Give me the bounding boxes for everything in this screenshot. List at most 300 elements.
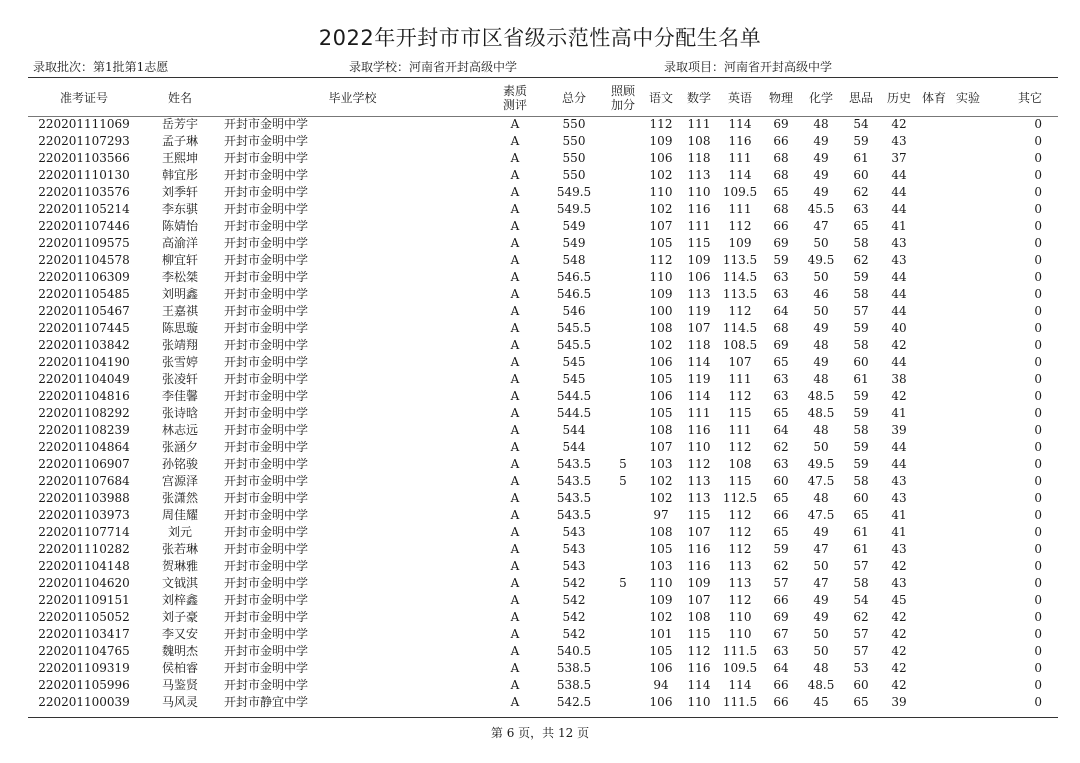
cell-chemistry: 50	[813, 644, 829, 658]
cell-lab	[951, 422, 985, 439]
cell-name: 李东骐	[161, 202, 198, 216]
cell-name: 张涵夕	[161, 440, 198, 454]
cell-chemistry: 47.5	[807, 474, 835, 488]
cell-name: 贺琳雅	[161, 559, 198, 573]
cell-physics: 59	[773, 253, 789, 267]
cell-english: 107	[728, 355, 752, 369]
cell-total: 544	[562, 440, 586, 454]
cell-math: 107	[687, 593, 711, 607]
cell-politics: 60	[853, 355, 869, 369]
cell-politics: 58	[853, 338, 869, 352]
cell-pe	[917, 286, 951, 303]
cell-bonus	[603, 405, 643, 422]
cell-quality: A	[510, 695, 520, 709]
cell-school: 开封市金明中学	[224, 491, 309, 505]
cell-other: 0	[1034, 202, 1042, 216]
cell-chinese: 106	[649, 661, 673, 675]
cell-pe	[917, 490, 951, 507]
cell-math: 112	[687, 644, 711, 658]
cell-pe	[917, 371, 951, 388]
cell-politics: 63	[853, 202, 869, 216]
cell-other: 0	[1034, 304, 1042, 318]
cell-bonus: 5	[619, 474, 627, 488]
table-row	[28, 133, 1058, 150]
student-roster-table	[28, 80, 1058, 711]
cell-other: 0	[1034, 491, 1042, 505]
cell-quality: A	[510, 661, 520, 675]
cell-name: 刘元	[167, 525, 192, 539]
cell-school: 开封市金明中学	[224, 593, 309, 607]
cell-other: 0	[1034, 321, 1042, 335]
cell-lab	[951, 354, 985, 371]
cell-school: 开封市金明中学	[224, 644, 309, 658]
cell-english: 113.5	[722, 287, 758, 301]
cell-name: 张凌轩	[161, 372, 198, 386]
cell-history: 41	[891, 219, 907, 233]
cell-pe	[917, 354, 951, 371]
table-body	[28, 116, 1058, 711]
cell-bonus	[603, 609, 643, 626]
cell-exam-id: 220201104620	[38, 576, 130, 590]
cell-lab	[951, 167, 985, 184]
cell-other: 0	[1034, 695, 1042, 709]
cell-total: 546	[562, 304, 586, 318]
cell-history: 44	[891, 270, 907, 284]
cell-history: 42	[891, 678, 907, 692]
cell-other: 0	[1034, 372, 1042, 386]
cell-chemistry: 47	[813, 576, 829, 590]
cell-lab	[951, 541, 985, 558]
header-pe: 体育	[921, 91, 946, 105]
table-row	[28, 490, 1058, 507]
cell-bonus	[603, 371, 643, 388]
cell-total: 538.5	[556, 661, 592, 675]
cell-other: 0	[1034, 542, 1042, 556]
cell-chemistry: 49	[813, 134, 829, 148]
cell-math: 114	[687, 355, 711, 369]
cell-other: 0	[1034, 559, 1042, 573]
cell-politics: 57	[853, 559, 869, 573]
table-row	[28, 269, 1058, 286]
cell-history: 43	[891, 134, 907, 148]
cell-politics: 58	[853, 236, 869, 250]
cell-quality: A	[510, 508, 520, 522]
cell-quality: A	[510, 678, 520, 692]
cell-chinese: 112	[649, 253, 673, 267]
cell-politics: 65	[853, 695, 869, 709]
cell-physics: 69	[773, 117, 789, 131]
cell-bonus	[603, 133, 643, 150]
cell-history: 44	[891, 202, 907, 216]
cell-other: 0	[1034, 627, 1042, 641]
cell-chinese: 105	[649, 644, 673, 658]
cell-lab	[951, 184, 985, 201]
cell-math: 119	[687, 304, 711, 318]
cell-school: 开封市金明中学	[224, 678, 309, 692]
cell-exam-id: 220201103988	[38, 491, 130, 505]
cell-lab	[951, 405, 985, 422]
cell-math: 118	[687, 338, 711, 352]
cell-lab	[951, 303, 985, 320]
cell-bonus	[603, 116, 643, 133]
cell-school: 开封市金明中学	[224, 338, 309, 352]
table-row	[28, 150, 1058, 167]
cell-chinese: 108	[649, 321, 673, 335]
header-bonus-line1: 照顾	[610, 84, 635, 98]
cell-other: 0	[1034, 576, 1042, 590]
cell-physics: 64	[773, 304, 789, 318]
cell-chinese: 105	[649, 406, 673, 420]
cell-chemistry: 49	[813, 168, 829, 182]
cell-total: 543	[562, 525, 586, 539]
cell-politics: 59	[853, 406, 869, 420]
cell-pe	[917, 473, 951, 490]
cell-math: 114	[687, 389, 711, 403]
cell-name: 刘明鑫	[161, 287, 198, 301]
cell-chemistry: 50	[813, 559, 829, 573]
cell-other: 0	[1034, 423, 1042, 437]
cell-exam-id: 220201103566	[38, 151, 130, 165]
cell-math: 110	[687, 185, 711, 199]
cell-name: 李又安	[161, 627, 198, 641]
cell-school: 开封市金明中学	[224, 355, 309, 369]
cell-history: 45	[891, 593, 907, 607]
cell-history: 44	[891, 440, 907, 454]
cell-math: 116	[687, 423, 711, 437]
cell-chinese: 107	[649, 219, 673, 233]
cell-total: 545	[562, 372, 586, 386]
cell-chemistry: 48	[813, 117, 829, 131]
header-quality	[485, 80, 545, 116]
cell-lab	[951, 388, 985, 405]
cell-total: 543.5	[556, 457, 592, 471]
cell-exam-id: 220201109151	[38, 593, 130, 607]
cell-bonus: 5	[619, 576, 627, 590]
cell-physics: 65	[773, 406, 789, 420]
cell-other: 0	[1034, 593, 1042, 607]
cell-lab	[951, 592, 985, 609]
cell-politics: 60	[853, 491, 869, 505]
cell-pe	[917, 660, 951, 677]
cell-total: 550	[562, 151, 586, 165]
cell-total: 550	[562, 134, 586, 148]
cell-chinese: 102	[649, 168, 673, 182]
cell-math: 119	[687, 372, 711, 386]
cell-quality: A	[510, 338, 520, 352]
cell-politics: 58	[853, 423, 869, 437]
cell-school: 开封市金明中学	[224, 457, 309, 471]
cell-total: 543.5	[556, 491, 592, 505]
cell-physics: 63	[773, 287, 789, 301]
cell-quality: A	[510, 117, 520, 131]
cell-bonus	[603, 507, 643, 524]
cell-english: 108	[728, 457, 752, 471]
cell-bonus	[603, 354, 643, 371]
cell-school: 开封市金明中学	[224, 134, 309, 148]
header-math: 数学	[686, 91, 711, 105]
cell-math: 109	[687, 253, 711, 267]
cell-history: 43	[891, 236, 907, 250]
cell-lab	[951, 252, 985, 269]
cell-pe	[917, 201, 951, 218]
cell-history: 41	[891, 508, 907, 522]
cell-total: 544.5	[556, 389, 592, 403]
cell-physics: 66	[773, 134, 789, 148]
cell-politics: 54	[853, 593, 869, 607]
cell-history: 41	[891, 406, 907, 420]
cell-english: 115	[728, 406, 752, 420]
header-chemistry: 化学	[808, 91, 833, 105]
cell-chemistry: 48	[813, 423, 829, 437]
header-other: 其它	[1017, 91, 1042, 105]
cell-math: 116	[687, 661, 711, 675]
cell-politics: 61	[853, 151, 869, 165]
cell-school: 开封市金明中学	[224, 610, 309, 624]
cell-english: 115	[728, 474, 752, 488]
cell-total: 542.5	[556, 695, 592, 709]
cell-school: 开封市金明中学	[224, 168, 309, 182]
cell-name: 文钺淇	[161, 576, 198, 590]
cell-exam-id: 220201103417	[38, 627, 130, 641]
page-title: 2022年开封市市区省级示范性高中分配生名单	[318, 26, 762, 50]
header-exam-id: 准考证号	[59, 91, 108, 105]
cell-other: 0	[1034, 610, 1042, 624]
cell-chemistry: 49	[813, 355, 829, 369]
cell-school: 开封市金明中学	[224, 185, 309, 199]
cell-history: 42	[891, 338, 907, 352]
cell-chemistry: 47	[813, 542, 829, 556]
cell-history: 41	[891, 525, 907, 539]
cell-history: 39	[891, 695, 907, 709]
cell-bonus	[603, 660, 643, 677]
cell-physics: 65	[773, 185, 789, 199]
cell-total: 542	[562, 576, 586, 590]
cell-chinese: 109	[649, 287, 673, 301]
cell-quality: A	[510, 457, 520, 471]
cell-name: 林志远	[161, 423, 198, 437]
cell-chinese: 106	[649, 151, 673, 165]
cell-bonus	[603, 235, 643, 252]
cell-total: 545	[562, 355, 586, 369]
cell-math: 110	[687, 695, 711, 709]
cell-school: 开封市金明中学	[224, 372, 309, 386]
cell-school: 开封市金明中学	[224, 287, 309, 301]
cell-bonus	[603, 286, 643, 303]
cell-other: 0	[1034, 338, 1042, 352]
cell-quality: A	[510, 219, 520, 233]
cell-english: 112	[728, 508, 752, 522]
cell-chemistry: 49	[813, 610, 829, 624]
cell-pe	[917, 524, 951, 541]
cell-english: 111	[728, 202, 752, 216]
cell-school: 开封市金明中学	[224, 423, 309, 437]
cell-exam-id: 220201108292	[38, 406, 130, 420]
cell-bonus	[603, 252, 643, 269]
cell-math: 113	[687, 474, 711, 488]
cell-pe	[917, 184, 951, 201]
header-physics: 物理	[768, 91, 793, 105]
cell-politics: 59	[853, 270, 869, 284]
cell-physics: 66	[773, 593, 789, 607]
cell-bonus	[603, 269, 643, 286]
cell-math: 114	[687, 678, 711, 692]
cell-lab	[951, 150, 985, 167]
cell-politics: 61	[853, 525, 869, 539]
cell-pe	[917, 558, 951, 575]
header-bonus	[603, 80, 643, 116]
cell-history: 44	[891, 304, 907, 318]
cell-lab	[951, 677, 985, 694]
cell-politics: 59	[853, 457, 869, 471]
cell-lab	[951, 558, 985, 575]
cell-pe	[917, 320, 951, 337]
cell-physics: 68	[773, 151, 789, 165]
cell-exam-id: 220201107293	[38, 134, 130, 148]
table-row	[28, 626, 1058, 643]
cell-name: 孟子琳	[161, 134, 198, 148]
cell-math: 110	[687, 440, 711, 454]
cell-chinese: 101	[649, 627, 673, 641]
cell-chinese: 108	[649, 423, 673, 437]
cell-lab	[951, 694, 985, 711]
cell-history: 44	[891, 355, 907, 369]
table-row	[28, 371, 1058, 388]
cell-politics: 59	[853, 134, 869, 148]
cell-school: 开封市金明中学	[224, 389, 309, 403]
cell-chinese: 100	[649, 304, 673, 318]
cell-quality: A	[510, 151, 520, 165]
cell-exam-id: 220201105485	[38, 287, 130, 301]
cell-other: 0	[1034, 389, 1042, 403]
cell-physics: 64	[773, 661, 789, 675]
cell-chemistry: 48	[813, 338, 829, 352]
cell-other: 0	[1034, 457, 1042, 471]
cell-math: 112	[687, 457, 711, 471]
cell-exam-id: 220201109319	[38, 661, 130, 675]
cell-pe	[917, 592, 951, 609]
cell-exam-id: 220201105214	[38, 202, 130, 216]
table-row	[28, 286, 1058, 303]
cell-history: 43	[891, 474, 907, 488]
cell-english: 111.5	[722, 695, 758, 709]
cell-chemistry: 50	[813, 440, 829, 454]
cell-total: 542	[562, 593, 586, 607]
cell-total: 548	[562, 253, 586, 267]
cell-name: 魏明杰	[161, 644, 198, 658]
cell-chemistry: 50	[813, 236, 829, 250]
cell-lab	[951, 201, 985, 218]
cell-other: 0	[1034, 440, 1042, 454]
cell-physics: 59	[773, 542, 789, 556]
cell-pe	[917, 541, 951, 558]
table-row	[28, 303, 1058, 320]
cell-history: 44	[891, 287, 907, 301]
cell-quality: A	[510, 610, 520, 624]
cell-exam-id: 220201110130	[38, 168, 130, 182]
cell-other: 0	[1034, 525, 1042, 539]
table-row	[28, 541, 1058, 558]
cell-total: 546.5	[556, 270, 592, 284]
cell-name: 马风灵	[161, 695, 198, 709]
table-row	[28, 388, 1058, 405]
cell-quality: A	[510, 576, 520, 590]
cell-chinese: 110	[649, 185, 673, 199]
cell-exam-id: 220201105467	[38, 304, 130, 318]
cell-english: 114.5	[722, 270, 758, 284]
cell-bonus	[603, 626, 643, 643]
cell-name: 李松桀	[161, 270, 198, 284]
cell-history: 43	[891, 491, 907, 505]
cell-total: 543.5	[556, 474, 592, 488]
cell-physics: 68	[773, 321, 789, 335]
cell-pe	[917, 439, 951, 456]
cell-exam-id: 220201104864	[38, 440, 130, 454]
cell-physics: 65	[773, 355, 789, 369]
cell-total: 542	[562, 610, 586, 624]
cell-politics: 62	[853, 185, 869, 199]
cell-chemistry: 49.5	[807, 457, 835, 471]
cell-school: 开封市金明中学	[224, 627, 309, 641]
cell-pe	[917, 609, 951, 626]
cell-total: 540.5	[556, 644, 592, 658]
cell-total: 549.5	[556, 185, 592, 199]
cell-pe	[917, 405, 951, 422]
cell-chemistry: 49	[813, 151, 829, 165]
cell-pe	[917, 507, 951, 524]
cell-name: 刘子豪	[161, 610, 198, 624]
cell-pe	[917, 626, 951, 643]
cell-lab	[951, 269, 985, 286]
cell-chinese: 105	[649, 372, 673, 386]
cell-name: 王嘉祺	[161, 304, 198, 318]
cell-pe	[917, 252, 951, 269]
cell-exam-id: 220201106907	[38, 457, 130, 471]
cell-lab	[951, 575, 985, 592]
cell-physics: 69	[773, 236, 789, 250]
cell-physics: 63	[773, 389, 789, 403]
cell-other: 0	[1034, 253, 1042, 267]
cell-physics: 69	[773, 338, 789, 352]
cell-school: 开封市金明中学	[224, 508, 309, 522]
cell-exam-id: 220201104578	[38, 253, 130, 267]
cell-math: 116	[687, 559, 711, 573]
cell-name: 柳宜轩	[161, 253, 198, 267]
cell-pe	[917, 677, 951, 694]
header-history: 历史	[886, 91, 911, 105]
cell-bonus	[603, 541, 643, 558]
cell-school: 开封市金明中学	[224, 542, 309, 556]
cell-other: 0	[1034, 151, 1042, 165]
cell-school: 开封市金明中学	[224, 236, 309, 250]
cell-pe	[917, 694, 951, 711]
cell-english: 108.5	[722, 338, 758, 352]
cell-other: 0	[1034, 355, 1042, 369]
cell-history: 42	[891, 644, 907, 658]
cell-chemistry: 47	[813, 219, 829, 233]
cell-chinese: 102	[649, 474, 673, 488]
table-row	[28, 337, 1058, 354]
cell-bonus	[603, 558, 643, 575]
table-row	[28, 592, 1058, 609]
cell-exam-id: 220201107446	[38, 219, 130, 233]
cell-bonus	[603, 643, 643, 660]
cell-history: 44	[891, 457, 907, 471]
header-total: 总分	[561, 91, 586, 105]
cell-total: 542	[562, 627, 586, 641]
cell-chinese: 108	[649, 525, 673, 539]
header-lab: 实验	[955, 91, 980, 105]
cell-name: 刘季轩	[161, 185, 198, 199]
